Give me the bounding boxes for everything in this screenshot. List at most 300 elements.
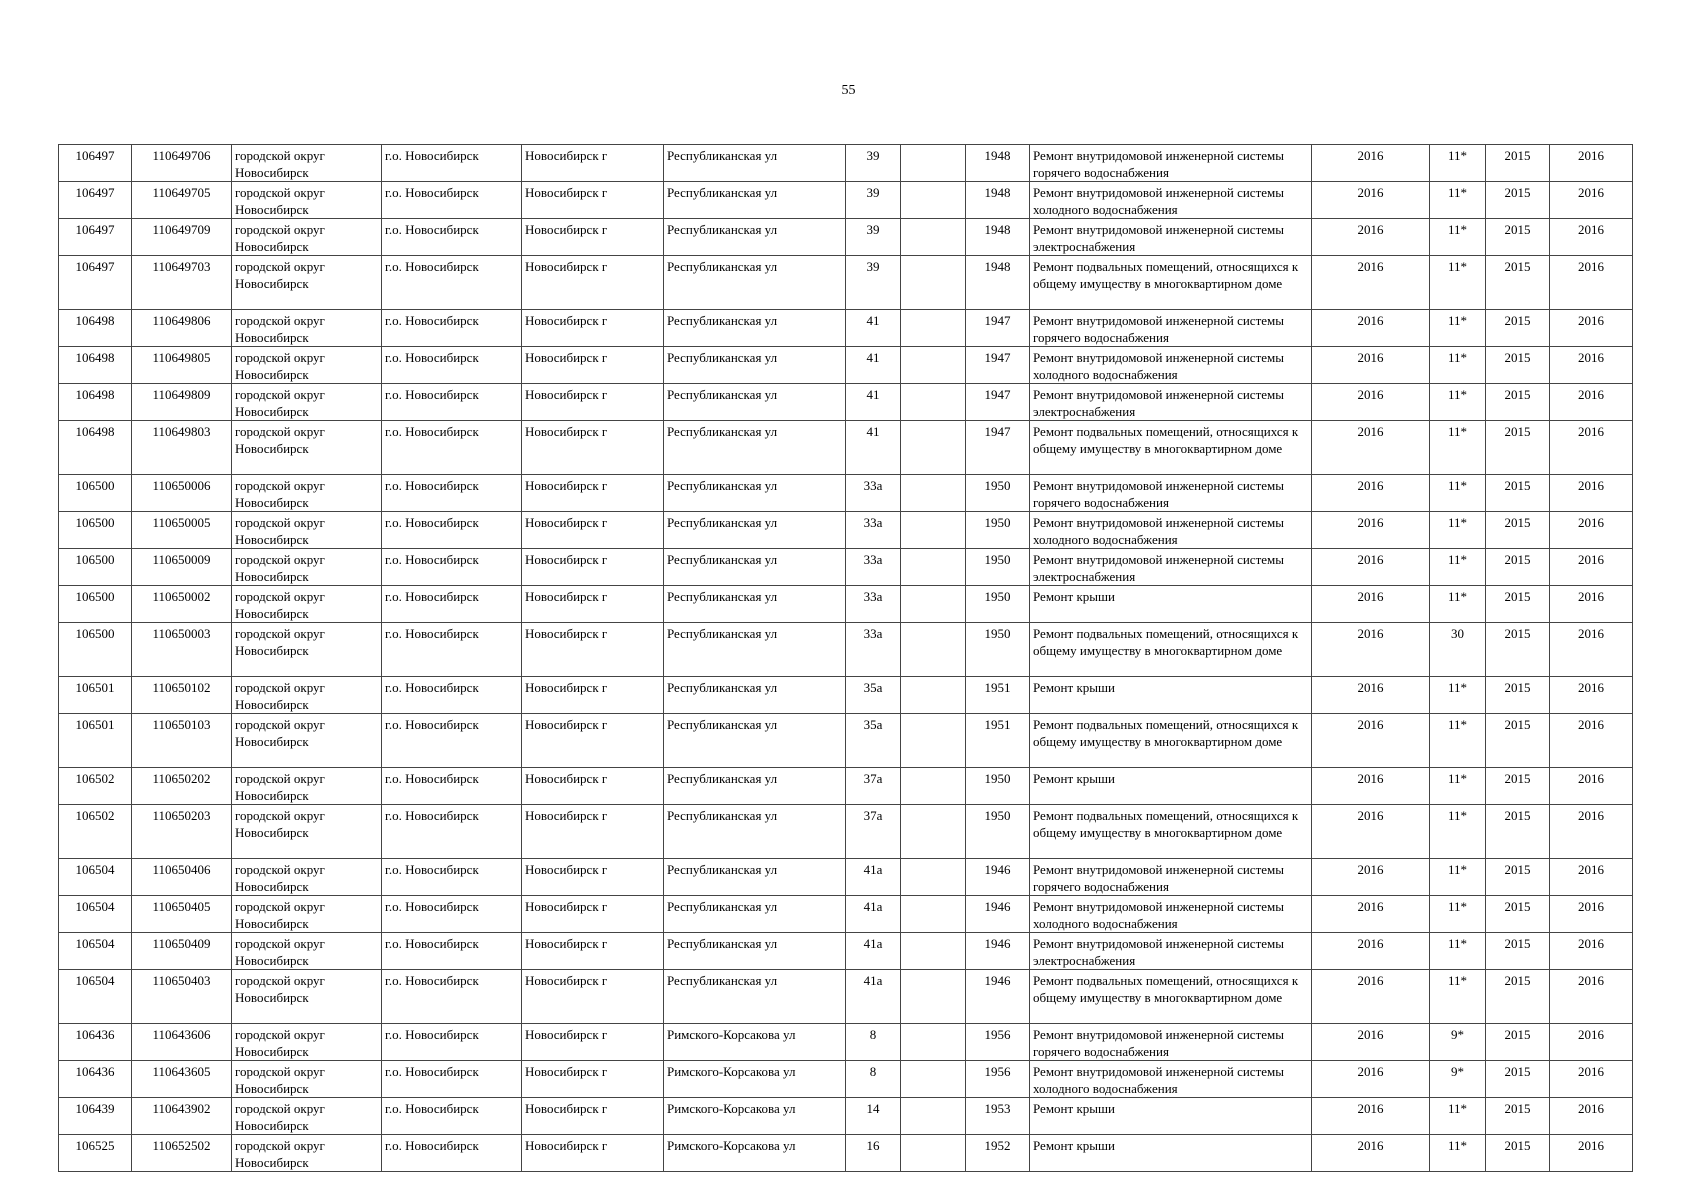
start-year-cell: 2015: [1486, 475, 1550, 512]
mark-cell: 11*: [1430, 859, 1486, 896]
start-year-cell: 2015: [1486, 310, 1550, 347]
municipality-cell: г.о. Новосибирск: [382, 859, 522, 896]
municipality-cell: г.о. Новосибирск: [382, 1061, 522, 1098]
mark-cell: 11*: [1430, 219, 1486, 256]
start-year-cell: 2015: [1486, 1135, 1550, 1172]
district-cell: городской округ Новосибирск: [232, 623, 382, 677]
work-type-cell: Ремонт крыши: [1030, 586, 1312, 623]
street-cell: Римского-Корсакова ул: [664, 1135, 846, 1172]
build-year-cell: 1947: [966, 347, 1030, 384]
end-year-cell: 2016: [1550, 768, 1633, 805]
work-type-cell: Ремонт подвальных помещений, относящихся к общему имуществу в многоквартирном доме: [1030, 970, 1312, 1024]
house-number-cell: 41: [846, 384, 901, 421]
blank-cell: [901, 933, 966, 970]
house-number-cell: 41а: [846, 933, 901, 970]
table-row: [59, 805, 1633, 859]
table-row: [59, 310, 1633, 347]
start-year-cell: 2015: [1486, 384, 1550, 421]
end-year-cell: 2016: [1550, 182, 1633, 219]
build-year-cell: 1948: [966, 256, 1030, 310]
municipality-cell: г.о. Новосибирск: [382, 1135, 522, 1172]
blank-cell: [901, 970, 966, 1024]
plan-year-cell: 2016: [1312, 623, 1430, 677]
house-id-cell: 106497: [59, 145, 132, 182]
house-id-cell: 106500: [59, 512, 132, 549]
table-row: [59, 1024, 1633, 1061]
plan-year-cell: 2016: [1312, 768, 1430, 805]
build-year-cell: 1953: [966, 1098, 1030, 1135]
street-cell: Республиканская ул: [664, 145, 846, 182]
end-year-cell: 2016: [1550, 347, 1633, 384]
work-code-cell: 110643605: [132, 1061, 232, 1098]
plan-year-cell: 2016: [1312, 145, 1430, 182]
start-year-cell: 2015: [1486, 549, 1550, 586]
house-id-cell: 106497: [59, 182, 132, 219]
mark-cell: 11*: [1430, 145, 1486, 182]
mark-cell: 11*: [1430, 256, 1486, 310]
city-cell: Новосибирск г: [522, 219, 664, 256]
table-row: [59, 219, 1633, 256]
city-cell: Новосибирск г: [522, 768, 664, 805]
house-id-cell: 106500: [59, 623, 132, 677]
blank-cell: [901, 421, 966, 475]
street-cell: Республиканская ул: [664, 677, 846, 714]
end-year-cell: 2016: [1550, 256, 1633, 310]
mark-cell: 11*: [1430, 421, 1486, 475]
work-code-cell: 110650405: [132, 896, 232, 933]
work-type-cell: Ремонт внутридомовой инженерной системы горячего водоснабжения: [1030, 310, 1312, 347]
city-cell: Новосибирск г: [522, 1024, 664, 1061]
district-cell: городской округ Новосибирск: [232, 145, 382, 182]
house-number-cell: 39: [846, 182, 901, 219]
table-row: [59, 475, 1633, 512]
build-year-cell: 1950: [966, 768, 1030, 805]
street-cell: Республиканская ул: [664, 714, 846, 768]
end-year-cell: 2016: [1550, 1135, 1633, 1172]
build-year-cell: 1946: [966, 859, 1030, 896]
start-year-cell: 2015: [1486, 145, 1550, 182]
plan-year-cell: 2016: [1312, 182, 1430, 219]
blank-cell: [901, 219, 966, 256]
table-row: [59, 768, 1633, 805]
street-cell: Республиканская ул: [664, 421, 846, 475]
plan-year-cell: 2016: [1312, 256, 1430, 310]
municipality-cell: г.о. Новосибирск: [382, 677, 522, 714]
mark-cell: 11*: [1430, 475, 1486, 512]
plan-year-cell: 2016: [1312, 859, 1430, 896]
work-type-cell: Ремонт внутридомовой инженерной системы горячего водоснабжения: [1030, 1024, 1312, 1061]
plan-year-cell: 2016: [1312, 933, 1430, 970]
street-cell: Республиканская ул: [664, 933, 846, 970]
table-row: [59, 182, 1633, 219]
plan-year-cell: 2016: [1312, 384, 1430, 421]
page-number: 55: [841, 83, 856, 98]
start-year-cell: 2015: [1486, 859, 1550, 896]
house-id-cell: 106498: [59, 347, 132, 384]
table-row: [59, 896, 1633, 933]
district-cell: городской округ Новосибирск: [232, 970, 382, 1024]
plan-year-cell: 2016: [1312, 310, 1430, 347]
table-row: [59, 714, 1633, 768]
mark-cell: 11*: [1430, 1098, 1486, 1135]
house-id-cell: 106504: [59, 859, 132, 896]
build-year-cell: 1946: [966, 970, 1030, 1024]
house-number-cell: 33а: [846, 512, 901, 549]
start-year-cell: 2015: [1486, 768, 1550, 805]
street-cell: Республиканская ул: [664, 970, 846, 1024]
city-cell: Новосибирск г: [522, 475, 664, 512]
house-id-cell: 106500: [59, 586, 132, 623]
table-row: [59, 623, 1633, 677]
blank-cell: [901, 1098, 966, 1135]
work-code-cell: 110649705: [132, 182, 232, 219]
municipality-cell: г.о. Новосибирск: [382, 219, 522, 256]
plan-year-cell: 2016: [1312, 512, 1430, 549]
plan-year-cell: 2016: [1312, 805, 1430, 859]
municipality-cell: г.о. Новосибирск: [382, 384, 522, 421]
district-cell: городской округ Новосибирск: [232, 549, 382, 586]
table-row: [59, 933, 1633, 970]
work-code-cell: 110650003: [132, 623, 232, 677]
build-year-cell: 1948: [966, 182, 1030, 219]
start-year-cell: 2015: [1486, 182, 1550, 219]
district-cell: городской округ Новосибирск: [232, 475, 382, 512]
end-year-cell: 2016: [1550, 859, 1633, 896]
house-number-cell: 16: [846, 1135, 901, 1172]
work-code-cell: 110649706: [132, 145, 232, 182]
municipality-cell: г.о. Новосибирск: [382, 421, 522, 475]
mark-cell: 9*: [1430, 1024, 1486, 1061]
street-cell: Республиканская ул: [664, 219, 846, 256]
work-code-cell: 110650409: [132, 933, 232, 970]
work-type-cell: Ремонт крыши: [1030, 1098, 1312, 1135]
city-cell: Новосибирск г: [522, 1135, 664, 1172]
house-id-cell: 106501: [59, 714, 132, 768]
blank-cell: [901, 805, 966, 859]
end-year-cell: 2016: [1550, 933, 1633, 970]
house-number-cell: 41: [846, 310, 901, 347]
build-year-cell: 1950: [966, 475, 1030, 512]
work-type-cell: Ремонт крыши: [1030, 768, 1312, 805]
blank-cell: [901, 310, 966, 347]
municipality-cell: г.о. Новосибирск: [382, 896, 522, 933]
work-code-cell: 110652502: [132, 1135, 232, 1172]
district-cell: городской округ Новосибирск: [232, 1098, 382, 1135]
city-cell: Новосибирск г: [522, 145, 664, 182]
build-year-cell: 1948: [966, 145, 1030, 182]
work-code-cell: 110650002: [132, 586, 232, 623]
municipality-cell: г.о. Новосибирск: [382, 933, 522, 970]
blank-cell: [901, 623, 966, 677]
work-type-cell: Ремонт крыши: [1030, 1135, 1312, 1172]
district-cell: городской округ Новосибирск: [232, 219, 382, 256]
table-row: [59, 970, 1633, 1024]
city-cell: Новосибирск г: [522, 347, 664, 384]
end-year-cell: 2016: [1550, 145, 1633, 182]
municipality-cell: г.о. Новосибирск: [382, 623, 522, 677]
street-cell: Республиканская ул: [664, 347, 846, 384]
district-cell: городской округ Новосибирск: [232, 310, 382, 347]
city-cell: Новосибирск г: [522, 256, 664, 310]
end-year-cell: 2016: [1550, 475, 1633, 512]
district-cell: городской округ Новосибирск: [232, 805, 382, 859]
house-number-cell: 37а: [846, 768, 901, 805]
mark-cell: 9*: [1430, 1061, 1486, 1098]
blank-cell: [901, 714, 966, 768]
blank-cell: [901, 549, 966, 586]
plan-year-cell: 2016: [1312, 1061, 1430, 1098]
work-code-cell: 110649806: [132, 310, 232, 347]
blank-cell: [901, 475, 966, 512]
municipality-cell: г.о. Новосибирск: [382, 310, 522, 347]
work-type-cell: Ремонт внутридомовой инженерной системы горячего водоснабжения: [1030, 475, 1312, 512]
work-type-cell: Ремонт внутридомовой инженерной системы холодного водоснабжения: [1030, 512, 1312, 549]
repair-register-table: [58, 144, 1633, 1172]
table-row: [59, 256, 1633, 310]
work-type-cell: Ремонт внутридомовой инженерной системы электроснабжения: [1030, 219, 1312, 256]
work-type-cell: Ремонт внутридомовой инженерной системы холодного водоснабжения: [1030, 896, 1312, 933]
end-year-cell: 2016: [1550, 310, 1633, 347]
build-year-cell: 1947: [966, 310, 1030, 347]
start-year-cell: 2015: [1486, 1061, 1550, 1098]
build-year-cell: 1956: [966, 1061, 1030, 1098]
build-year-cell: 1950: [966, 623, 1030, 677]
house-id-cell: 106501: [59, 677, 132, 714]
district-cell: городской округ Новосибирск: [232, 384, 382, 421]
house-id-cell: 106498: [59, 384, 132, 421]
start-year-cell: 2015: [1486, 677, 1550, 714]
table-row: [59, 1098, 1633, 1135]
work-code-cell: 110649709: [132, 219, 232, 256]
build-year-cell: 1950: [966, 512, 1030, 549]
house-id-cell: 106439: [59, 1098, 132, 1135]
start-year-cell: 2015: [1486, 805, 1550, 859]
plan-year-cell: 2016: [1312, 970, 1430, 1024]
table-row: [59, 859, 1633, 896]
blank-cell: [901, 256, 966, 310]
mark-cell: 11*: [1430, 896, 1486, 933]
end-year-cell: 2016: [1550, 805, 1633, 859]
blank-cell: [901, 859, 966, 896]
table-row: [59, 1135, 1633, 1172]
work-code-cell: 110650009: [132, 549, 232, 586]
house-number-cell: 35а: [846, 714, 901, 768]
mark-cell: 11*: [1430, 970, 1486, 1024]
mark-cell: 11*: [1430, 182, 1486, 219]
district-cell: городской округ Новосибирск: [232, 421, 382, 475]
house-number-cell: 14: [846, 1098, 901, 1135]
plan-year-cell: 2016: [1312, 1024, 1430, 1061]
mark-cell: 11*: [1430, 384, 1486, 421]
municipality-cell: г.о. Новосибирск: [382, 805, 522, 859]
end-year-cell: 2016: [1550, 219, 1633, 256]
blank-cell: [901, 586, 966, 623]
street-cell: Римского-Корсакова ул: [664, 1024, 846, 1061]
work-type-cell: Ремонт внутридомовой инженерной системы холодного водоснабжения: [1030, 1061, 1312, 1098]
district-cell: городской округ Новосибирск: [232, 1024, 382, 1061]
district-cell: городской округ Новосибирск: [232, 256, 382, 310]
work-code-cell: 110643902: [132, 1098, 232, 1135]
blank-cell: [901, 896, 966, 933]
plan-year-cell: 2016: [1312, 347, 1430, 384]
work-code-cell: 110649703: [132, 256, 232, 310]
table-row: [59, 421, 1633, 475]
start-year-cell: 2015: [1486, 1024, 1550, 1061]
street-cell: Республиканская ул: [664, 384, 846, 421]
city-cell: Новосибирск г: [522, 586, 664, 623]
district-cell: городской округ Новосибирск: [232, 347, 382, 384]
start-year-cell: 2015: [1486, 714, 1550, 768]
start-year-cell: 2015: [1486, 256, 1550, 310]
street-cell: Республиканская ул: [664, 859, 846, 896]
mark-cell: 11*: [1430, 933, 1486, 970]
district-cell: городской округ Новосибирск: [232, 933, 382, 970]
city-cell: Новосибирск г: [522, 933, 664, 970]
municipality-cell: г.о. Новосибирск: [382, 347, 522, 384]
start-year-cell: 2015: [1486, 586, 1550, 623]
work-code-cell: 110650203: [132, 805, 232, 859]
work-type-cell: Ремонт подвальных помещений, относящихся к общему имуществу в многоквартирном доме: [1030, 421, 1312, 475]
work-code-cell: 110650005: [132, 512, 232, 549]
street-cell: Республиканская ул: [664, 182, 846, 219]
build-year-cell: 1951: [966, 714, 1030, 768]
district-cell: городской округ Новосибирск: [232, 677, 382, 714]
blank-cell: [901, 182, 966, 219]
street-cell: Республиканская ул: [664, 896, 846, 933]
plan-year-cell: 2016: [1312, 549, 1430, 586]
blank-cell: [901, 768, 966, 805]
house-number-cell: 33а: [846, 475, 901, 512]
end-year-cell: 2016: [1550, 896, 1633, 933]
table-row: [59, 145, 1633, 182]
street-cell: Римского-Корсакова ул: [664, 1098, 846, 1135]
blank-cell: [901, 677, 966, 714]
build-year-cell: 1952: [966, 1135, 1030, 1172]
end-year-cell: 2016: [1550, 384, 1633, 421]
blank-cell: [901, 145, 966, 182]
mark-cell: 11*: [1430, 586, 1486, 623]
mark-cell: 11*: [1430, 347, 1486, 384]
plan-year-cell: 2016: [1312, 1135, 1430, 1172]
mark-cell: 11*: [1430, 714, 1486, 768]
house-number-cell: 41а: [846, 859, 901, 896]
municipality-cell: г.о. Новосибирск: [382, 475, 522, 512]
house-number-cell: 41: [846, 421, 901, 475]
house-number-cell: 39: [846, 219, 901, 256]
end-year-cell: 2016: [1550, 512, 1633, 549]
build-year-cell: 1946: [966, 933, 1030, 970]
start-year-cell: 2015: [1486, 219, 1550, 256]
house-id-cell: 106497: [59, 219, 132, 256]
end-year-cell: 2016: [1550, 549, 1633, 586]
work-type-cell: Ремонт подвальных помещений, относящихся к общему имуществу в многоквартирном доме: [1030, 623, 1312, 677]
city-cell: Новосибирск г: [522, 896, 664, 933]
city-cell: Новосибирск г: [522, 512, 664, 549]
municipality-cell: г.о. Новосибирск: [382, 586, 522, 623]
mark-cell: 11*: [1430, 310, 1486, 347]
work-type-cell: Ремонт внутридомовой инженерной системы электроснабжения: [1030, 384, 1312, 421]
city-cell: Новосибирск г: [522, 805, 664, 859]
house-id-cell: 106497: [59, 256, 132, 310]
blank-cell: [901, 1135, 966, 1172]
city-cell: Новосибирск г: [522, 623, 664, 677]
end-year-cell: 2016: [1550, 623, 1633, 677]
house-number-cell: 41а: [846, 896, 901, 933]
district-cell: городской округ Новосибирск: [232, 586, 382, 623]
plan-year-cell: 2016: [1312, 586, 1430, 623]
street-cell: Республиканская ул: [664, 805, 846, 859]
city-cell: Новосибирск г: [522, 970, 664, 1024]
build-year-cell: 1946: [966, 896, 1030, 933]
start-year-cell: 2015: [1486, 623, 1550, 677]
house-number-cell: 33а: [846, 586, 901, 623]
work-type-cell: Ремонт внутридомовой инженерной системы холодного водоснабжения: [1030, 182, 1312, 219]
house-number-cell: 8: [846, 1061, 901, 1098]
work-type-cell: Ремонт внутридомовой инженерной системы электроснабжения: [1030, 933, 1312, 970]
work-type-cell: Ремонт подвальных помещений, относящихся к общему имуществу в многоквартирном доме: [1030, 805, 1312, 859]
table-row: [59, 549, 1633, 586]
house-id-cell: 106525: [59, 1135, 132, 1172]
street-cell: Республиканская ул: [664, 623, 846, 677]
municipality-cell: г.о. Новосибирск: [382, 256, 522, 310]
municipality-cell: г.о. Новосибирск: [382, 714, 522, 768]
work-code-cell: 110650202: [132, 768, 232, 805]
district-cell: городской округ Новосибирск: [232, 1135, 382, 1172]
municipality-cell: г.о. Новосибирск: [382, 145, 522, 182]
end-year-cell: 2016: [1550, 1061, 1633, 1098]
build-year-cell: 1950: [966, 586, 1030, 623]
municipality-cell: г.о. Новосибирск: [382, 549, 522, 586]
street-cell: Римского-Корсакова ул: [664, 1061, 846, 1098]
city-cell: Новосибирск г: [522, 549, 664, 586]
house-id-cell: 106504: [59, 896, 132, 933]
work-code-cell: 110650403: [132, 970, 232, 1024]
build-year-cell: 1950: [966, 805, 1030, 859]
end-year-cell: 2016: [1550, 970, 1633, 1024]
city-cell: Новосибирск г: [522, 859, 664, 896]
work-type-cell: Ремонт внутридомовой инженерной системы холодного водоснабжения: [1030, 347, 1312, 384]
city-cell: Новосибирск г: [522, 310, 664, 347]
table-row: [59, 384, 1633, 421]
work-code-cell: 110649805: [132, 347, 232, 384]
city-cell: Новосибирск г: [522, 677, 664, 714]
mark-cell: 11*: [1430, 677, 1486, 714]
house-id-cell: 106500: [59, 549, 132, 586]
work-code-cell: 110649803: [132, 421, 232, 475]
city-cell: Новосибирск г: [522, 182, 664, 219]
build-year-cell: 1947: [966, 384, 1030, 421]
start-year-cell: 2015: [1486, 896, 1550, 933]
work-code-cell: 110643606: [132, 1024, 232, 1061]
district-cell: городской округ Новосибирск: [232, 182, 382, 219]
work-type-cell: Ремонт подвальных помещений, относящихся к общему имуществу в многоквартирном доме: [1030, 714, 1312, 768]
end-year-cell: 2016: [1550, 714, 1633, 768]
street-cell: Республиканская ул: [664, 256, 846, 310]
build-year-cell: 1947: [966, 421, 1030, 475]
end-year-cell: 2016: [1550, 677, 1633, 714]
house-id-cell: 106436: [59, 1061, 132, 1098]
district-cell: городской округ Новосибирск: [232, 768, 382, 805]
blank-cell: [901, 512, 966, 549]
mark-cell: 11*: [1430, 549, 1486, 586]
start-year-cell: 2015: [1486, 512, 1550, 549]
mark-cell: 11*: [1430, 1135, 1486, 1172]
work-code-cell: 110650406: [132, 859, 232, 896]
street-cell: Республиканская ул: [664, 768, 846, 805]
register-body: [59, 145, 1633, 1172]
district-cell: городской округ Новосибирск: [232, 714, 382, 768]
house-number-cell: 41: [846, 347, 901, 384]
